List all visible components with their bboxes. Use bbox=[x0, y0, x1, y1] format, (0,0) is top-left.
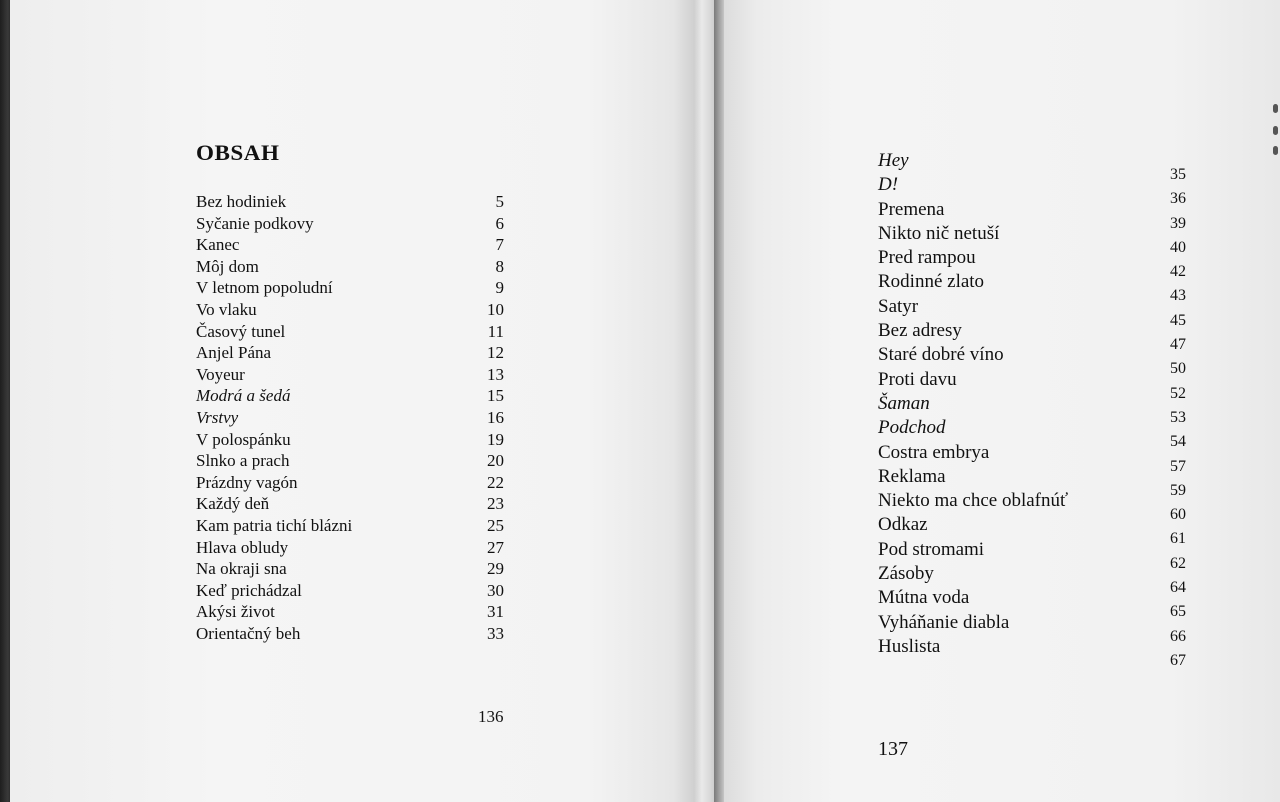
toc-entry bbox=[878, 611, 1186, 645]
toc-entry-page: 33 bbox=[487, 623, 504, 643]
toc-entry-page: 22 bbox=[487, 472, 504, 492]
toc-entry-page: 25 bbox=[487, 515, 504, 535]
toc-entry-title: Pod stromami bbox=[878, 538, 985, 560]
toc-entry-title: Satyr bbox=[878, 295, 919, 317]
toc-entry-page: 40 bbox=[1170, 238, 1186, 256]
toc-entry bbox=[196, 451, 504, 473]
toc-entry-page: 66 bbox=[1170, 627, 1186, 645]
toc-entry bbox=[196, 300, 504, 322]
toc-heading: OBSAH bbox=[196, 140, 280, 165]
toc-entry-title: Mútna voda bbox=[878, 587, 970, 609]
toc-entry-title: Šaman bbox=[878, 392, 930, 414]
toc-entry-title: Prázdny vagón bbox=[196, 472, 298, 492]
toc-entry-title: Premena bbox=[878, 198, 945, 220]
page-number-left: 136 bbox=[478, 707, 504, 726]
toc-entry-page: 53 bbox=[1170, 408, 1186, 426]
toc-entry-title: V polospánku bbox=[196, 429, 291, 449]
toc-entry-page: 19 bbox=[487, 429, 504, 449]
toc-entry bbox=[196, 235, 504, 257]
toc-entry bbox=[878, 247, 1186, 281]
toc-entry-page: 8 bbox=[495, 256, 504, 276]
toc-entry-title: Môj dom bbox=[196, 256, 259, 276]
toc-entry-page: 11 bbox=[487, 321, 504, 341]
toc-entry-title: Nikto nič netuší bbox=[878, 222, 1000, 244]
toc-entry bbox=[878, 295, 1186, 329]
toc-entry-page: 6 bbox=[495, 213, 504, 233]
toc-entry bbox=[196, 538, 504, 560]
toc-entry bbox=[196, 581, 504, 603]
toc-entry-title: Podchod bbox=[878, 417, 946, 439]
toc-entry bbox=[878, 538, 1186, 572]
toc-entry-title: Huslista bbox=[878, 635, 941, 657]
toc-entry bbox=[878, 563, 1186, 597]
toc-entry bbox=[196, 257, 504, 279]
binder-mark-3 bbox=[1273, 146, 1278, 155]
toc-entry-title: Každý deň bbox=[196, 494, 270, 514]
toc-entry bbox=[878, 587, 1186, 621]
toc-entry bbox=[196, 430, 504, 452]
toc-entry-title: Rodinné zlato bbox=[878, 271, 985, 293]
toc-entry bbox=[878, 465, 1186, 499]
toc-entry bbox=[196, 559, 504, 581]
toc-entry-page: 39 bbox=[1170, 214, 1186, 232]
toc-entry-title: Slnko a prach bbox=[196, 451, 290, 471]
toc-entry-page: 7 bbox=[495, 235, 504, 255]
toc-entry-page: 36 bbox=[1170, 190, 1186, 208]
toc-entry-title: Bez adresy bbox=[878, 320, 962, 342]
toc-entry-page: 30 bbox=[487, 580, 504, 600]
toc-entry-page: 59 bbox=[1170, 481, 1186, 499]
toc-entry bbox=[196, 278, 504, 300]
toc-entry-title: D! bbox=[878, 174, 899, 196]
toc-entry-page: 47 bbox=[1170, 336, 1186, 354]
toc-entry-title: Časový tunel bbox=[196, 321, 286, 341]
toc-entry-page: 65 bbox=[1170, 603, 1186, 621]
toc-entry bbox=[878, 368, 1186, 402]
toc-entry bbox=[196, 408, 504, 430]
toc-entry bbox=[878, 222, 1186, 256]
toc-entry-title: Orientačný beh bbox=[196, 623, 301, 643]
toc-entry bbox=[878, 392, 1186, 426]
toc-entry-title: Kam patria tichí blázni bbox=[196, 515, 353, 535]
toc-entry-title: Voyeur bbox=[196, 364, 245, 384]
toc-entry-page: 20 bbox=[487, 451, 504, 471]
toc-entry bbox=[196, 624, 504, 646]
toc-entry-title: Modrá a šedá bbox=[196, 386, 291, 406]
toc-entry-page: 67 bbox=[1170, 651, 1186, 669]
binder-mark-2 bbox=[1273, 126, 1278, 135]
toc-entry-title: Anjel Pána bbox=[196, 343, 272, 363]
toc-entry bbox=[196, 214, 504, 236]
toc-entry-page: 60 bbox=[1170, 506, 1186, 524]
toc-entry bbox=[196, 365, 504, 387]
toc-entry-page: 62 bbox=[1170, 554, 1186, 572]
toc-entry-title: Costra embrya bbox=[878, 441, 990, 463]
toc-entry-title: Staré dobré víno bbox=[878, 344, 1004, 366]
toc-entry-title: Odkaz bbox=[878, 514, 928, 536]
toc-entry-page: 27 bbox=[487, 537, 504, 557]
toc-entry-title: Vo vlaku bbox=[196, 299, 257, 319]
toc-entry-page: 64 bbox=[1170, 579, 1186, 597]
toc-entry-page: 50 bbox=[1170, 360, 1186, 378]
toc-entry bbox=[878, 320, 1186, 354]
toc-entry-page: 16 bbox=[487, 407, 504, 427]
toc-entry-page: 29 bbox=[487, 559, 504, 579]
toc-entry-page: 52 bbox=[1170, 384, 1186, 402]
toc-entry bbox=[878, 514, 1186, 548]
toc-entry-page: 10 bbox=[487, 299, 504, 319]
toc-entry bbox=[878, 490, 1186, 524]
toc-entry-title: Kanec bbox=[196, 235, 240, 255]
toc-entry-title: Zásoby bbox=[878, 563, 934, 585]
toc-entry bbox=[196, 602, 504, 624]
toc-entry-title: V letnom popoludní bbox=[196, 278, 333, 298]
toc-entry bbox=[878, 417, 1186, 451]
toc-entry bbox=[878, 441, 1186, 475]
toc-entry-page: 23 bbox=[487, 494, 504, 514]
toc-entry-page: 12 bbox=[487, 343, 504, 363]
toc-entry-page: 57 bbox=[1170, 457, 1186, 475]
toc-entry bbox=[196, 192, 504, 214]
toc-entry-page: 45 bbox=[1170, 311, 1186, 329]
toc-entry-title: Keď prichádzal bbox=[196, 580, 302, 600]
toc-entry-page: 61 bbox=[1170, 530, 1186, 548]
toc-entry bbox=[878, 150, 1186, 183]
toc-entry-title: Hlava obludy bbox=[196, 537, 289, 557]
toc-list-left bbox=[196, 192, 504, 645]
toc-entry-page: 35 bbox=[1170, 166, 1186, 183]
toc-entry-title: Hey bbox=[878, 150, 909, 171]
toc-entry bbox=[196, 386, 504, 408]
toc-entry-page: 54 bbox=[1170, 433, 1186, 451]
toc-entry bbox=[878, 271, 1186, 305]
toc-entry-title: Na okraji sna bbox=[196, 559, 287, 579]
toc-entry-title: Vrstvy bbox=[196, 407, 239, 427]
toc-entry bbox=[196, 516, 504, 538]
toc-entry-page: 42 bbox=[1170, 263, 1186, 281]
toc-entry bbox=[878, 635, 1186, 669]
toc-entry bbox=[878, 198, 1186, 232]
toc-entry-page: 13 bbox=[487, 364, 504, 384]
toc-entry-title: Bez hodiniek bbox=[196, 192, 287, 211]
toc-entry bbox=[196, 494, 504, 516]
binder-mark-1 bbox=[1273, 104, 1278, 113]
toc-entry-title: Niekto ma chce oblafnúť bbox=[878, 490, 1069, 512]
toc-entry bbox=[878, 174, 1186, 208]
toc-entry-page: 15 bbox=[487, 386, 504, 406]
toc-entry bbox=[878, 344, 1186, 378]
toc-entry-title: Pred rampou bbox=[878, 247, 976, 269]
toc-entry bbox=[196, 473, 504, 495]
toc-entry-title: Reklama bbox=[878, 465, 946, 487]
toc-entry-title: Akýsi život bbox=[196, 602, 275, 622]
toc-entry-title: Syčanie podkovy bbox=[196, 213, 314, 233]
toc-entry bbox=[196, 343, 504, 365]
toc-entry-page: 9 bbox=[495, 278, 504, 298]
toc-entry-page: 5 bbox=[495, 192, 504, 211]
toc-entry-page: 31 bbox=[487, 602, 504, 622]
page-number-right: 137 bbox=[878, 738, 908, 760]
toc-entry-title: Vyháňanie diabla bbox=[878, 611, 1010, 633]
toc-list-right bbox=[878, 150, 1186, 669]
toc-entry-page: 43 bbox=[1170, 287, 1186, 305]
toc-entry-title: Proti davu bbox=[878, 368, 957, 390]
toc-entry bbox=[196, 322, 504, 344]
